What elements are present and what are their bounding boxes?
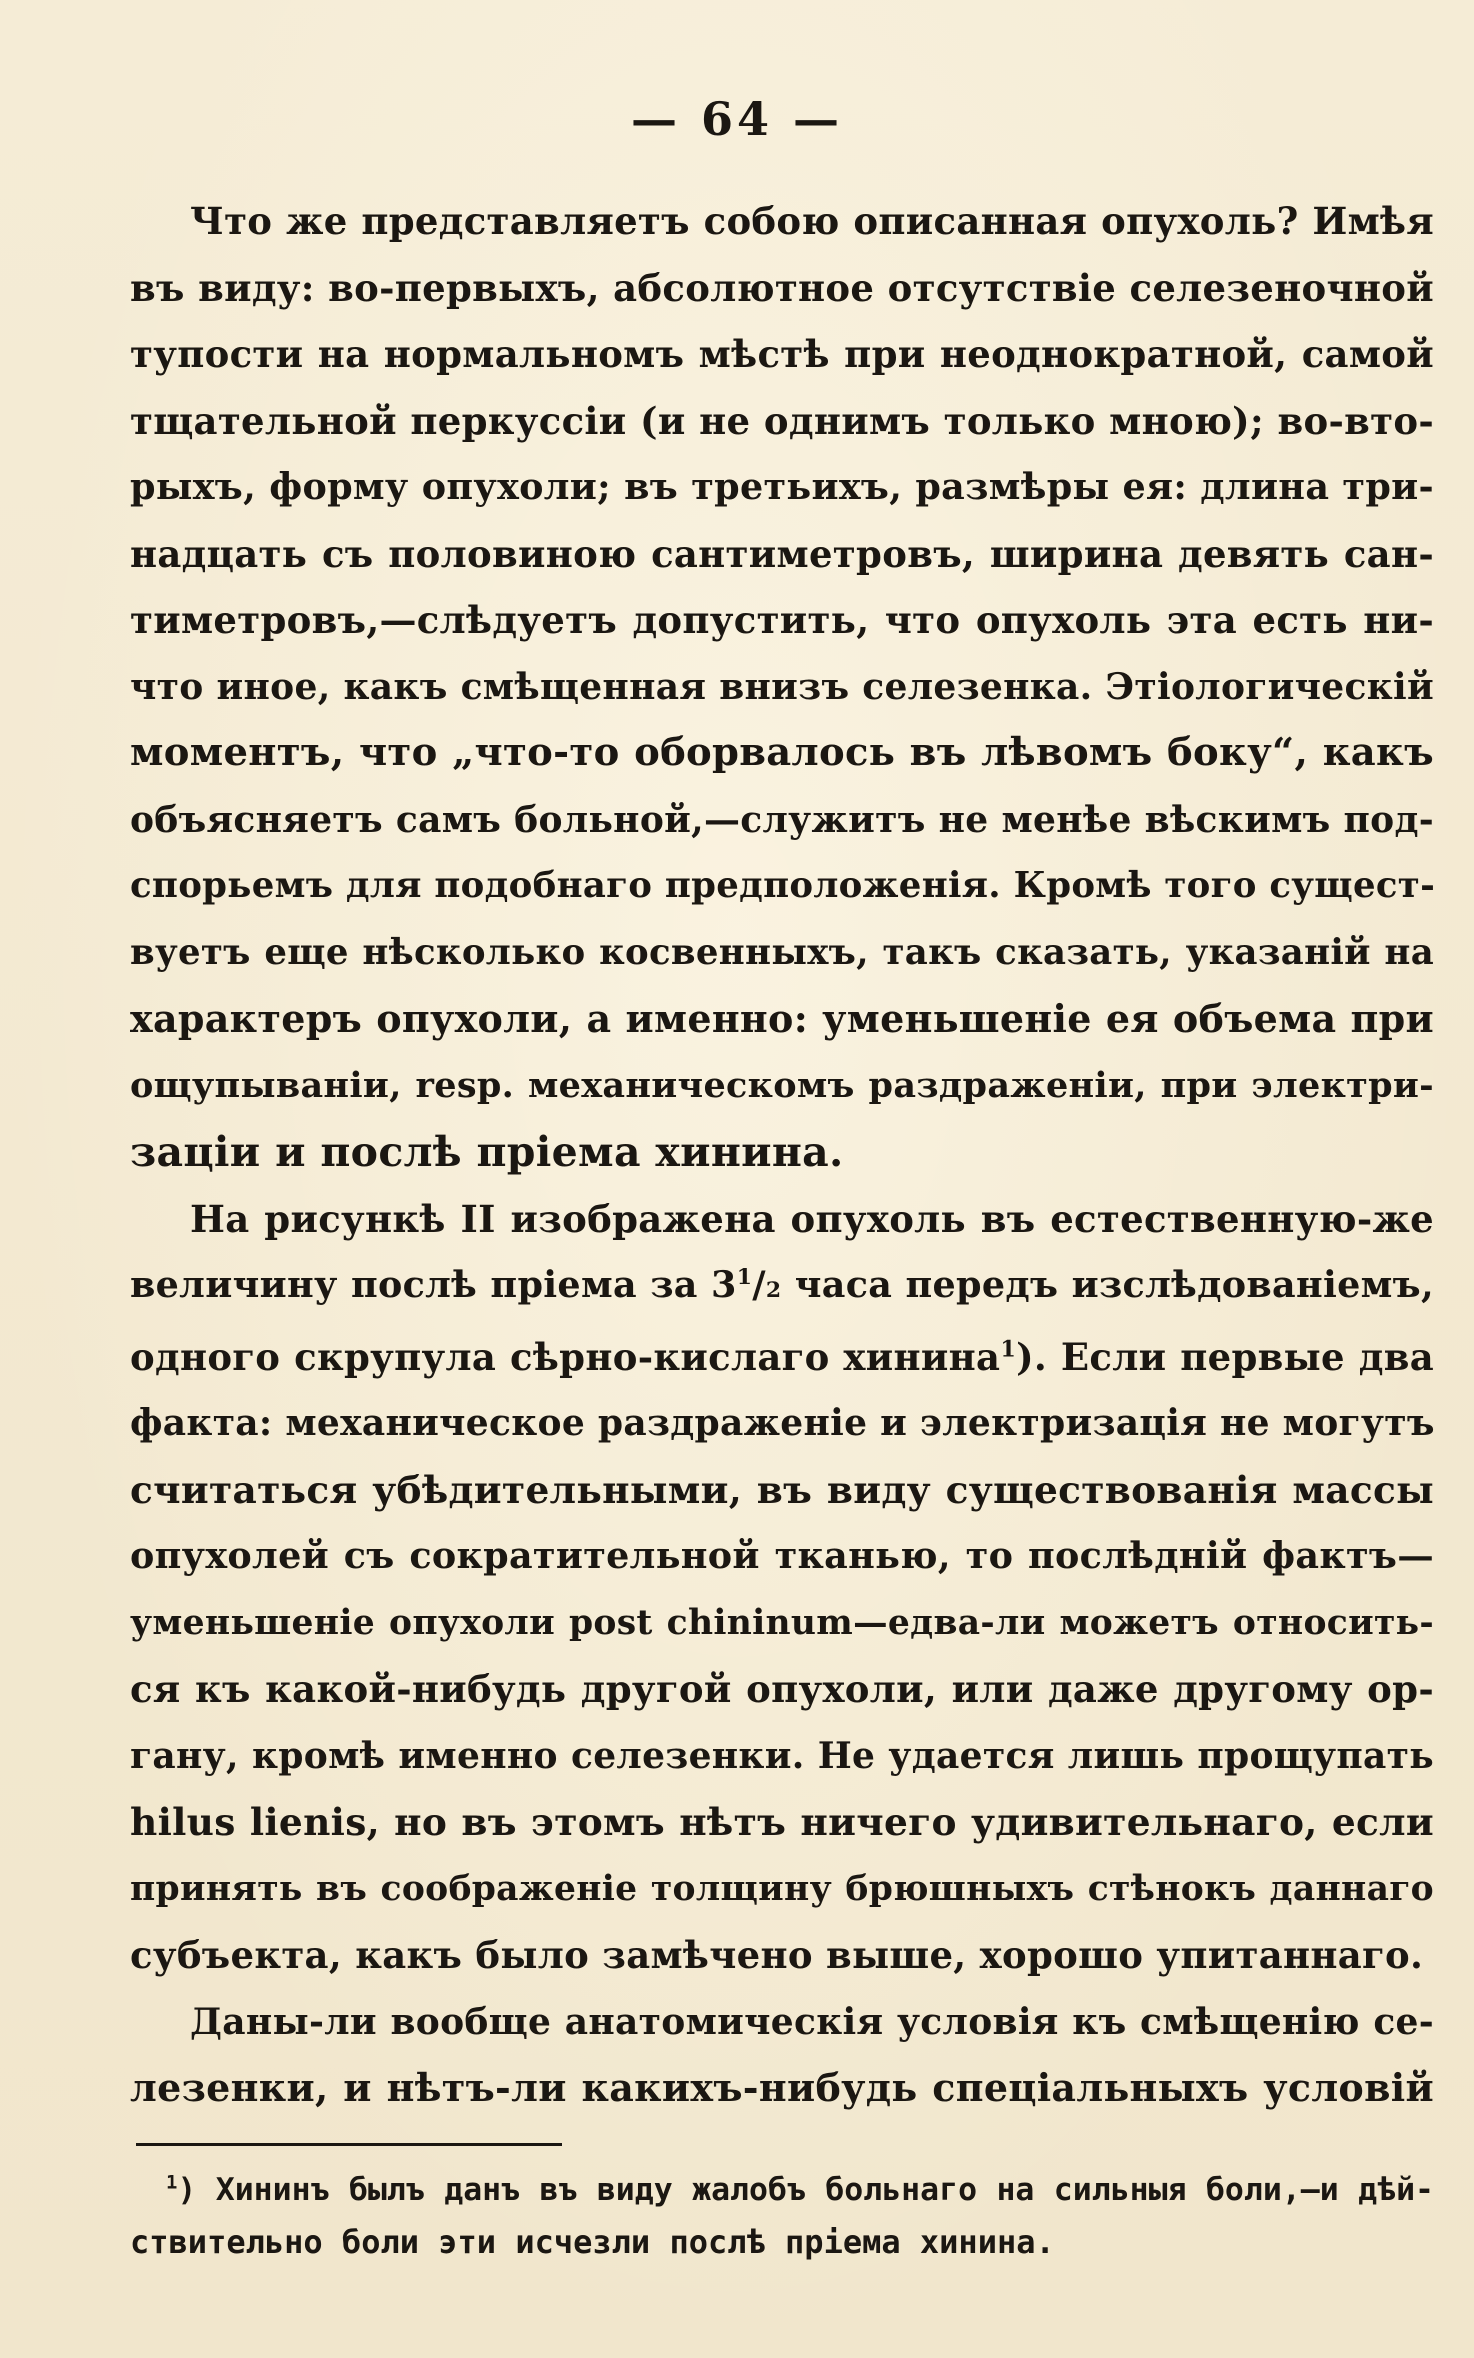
text-line: спорьемъ для подобнаго предположенія. Кромѣ того сущест-	[130, 865, 1436, 906]
text-line: тиметровъ,—слѣдуетъ допустить, что опухоль эта есть ни-	[130, 598, 1434, 642]
text-fragment: ). Если первые два	[1016, 1334, 1434, 1379]
text-line: субъекта, какъ было замѣчено выше, хорошо упитаннаго.	[130, 1933, 1424, 1977]
text-line: объясняетъ самъ больной,—служитъ не менѣе вѣскимъ под-	[130, 798, 1434, 841]
text-fragment: одного скрупула сѣрно-кислаго хинина	[130, 1334, 1001, 1379]
text-line: лезенки, и нѣтъ-ли какихъ-нибудь спеціальныхъ условій	[130, 2065, 1434, 2110]
text-line: ся къ какой-нибудь другой опухоли, или даже другому ор-	[130, 1667, 1434, 1711]
text-line: факта: механическое раздраженіе и электризація не могутъ	[130, 1402, 1435, 1444]
footnote	[130, 2164, 1434, 2268]
text-fragment: величину послѣ пріема за 3	[130, 1263, 737, 1306]
text-fragment: ) Хининъ былъ данъ въ виду жалобъ больнаго на сильныя боли,—и дѣй-	[177, 2172, 1434, 2208]
fraction-denominator: 2	[765, 1277, 782, 1303]
text-line: На рисункѣ II изображена опухоль въ естественную-же	[190, 1196, 1434, 1241]
text-fragment: часа передъ изслѣдованіемъ,	[781, 1263, 1434, 1306]
text-line: принять въ соображеніе толщину брюшныхъ стѣнокъ даннаго	[130, 1868, 1434, 1909]
text-line: заціи и послѣ пріема хинина.	[130, 1128, 844, 1176]
text-line: уменьшеніе опухоли post chininum—едва-ли можетъ относить-	[130, 1602, 1434, 1643]
footnote-line	[130, 2164, 1434, 2216]
text-line: опухолей съ сократительной тканью, то послѣдній фактъ—	[130, 1534, 1434, 1577]
footnote-line: ствительно боли эти исчезли послѣ пріема хинина.	[130, 2223, 1055, 2261]
text-line: тупости на нормальномъ мѣстѣ при неоднократной, самой	[130, 332, 1434, 376]
fraction-numerator: 1	[736, 1263, 753, 1290]
footnote-divider	[136, 2143, 562, 2146]
text-line: считаться убѣдительными, въ виду существованія массы	[130, 1467, 1434, 1512]
text-line-with-fraction	[130, 1252, 1434, 1324]
text-line-with-footnote-ref	[130, 1324, 1434, 1391]
text-line: hilus lienis, но въ этомъ нѣтъ ничего удивительнаго, если	[130, 1800, 1434, 1844]
text-line: гану, кромѣ именно селезенки. Не удается лишь прощупать	[130, 1734, 1434, 1777]
text-line: рыхъ, форму опухоли; въ третьихъ, размѣры ея: длина три-	[130, 465, 1434, 508]
footnote-marker: 1	[166, 2171, 178, 2194]
text-line: моментъ, что „что-то оборвалось въ лѣвомъ боку“, какъ	[130, 730, 1434, 775]
fraction-slash: /	[752, 1263, 766, 1306]
page-number: — 64 —	[630, 92, 844, 146]
text-line: надцать съ половиною сантиметровъ, ширина девять сан-	[130, 531, 1434, 576]
text-line: Даны-ли вообще анатомическія условія къ смѣщенію се-	[190, 2000, 1434, 2043]
text-line: что иное, какъ смѣщенная внизъ селезенка. Этіологическій	[130, 665, 1434, 708]
text-line: вуетъ еще нѣсколько косвенныхъ, такъ сказать, указаній на	[130, 931, 1434, 973]
text-line: характеръ опухоли, а именно: уменьшеніе ея объема при	[130, 996, 1434, 1041]
main-text	[130, 188, 1434, 2122]
footnote-reference: 1	[1000, 1336, 1017, 1363]
text-line: тщательной перкуссіи (и не однимъ только мною); во-вто-	[130, 398, 1434, 443]
text-line: ощупываніи, resp. механическомъ раздраженіи, при электри-	[130, 1064, 1434, 1106]
text-line: въ виду: во-первыхъ, абсолютное отсутствіе селезеночной	[130, 265, 1434, 310]
text-line: Что же представляетъ собою описанная опухоль? Имѣя	[190, 199, 1434, 243]
